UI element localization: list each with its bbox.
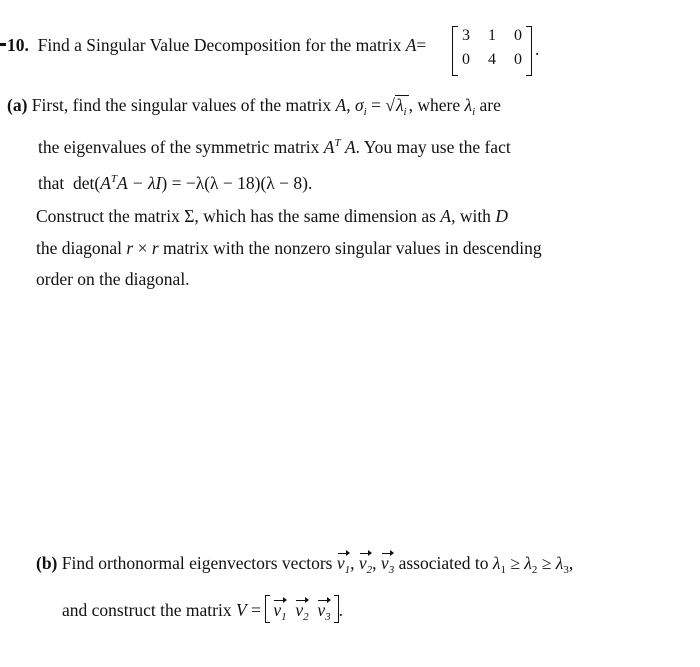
matrix-period: . [535,39,540,59]
matrix-v-left-bracket [265,595,270,623]
margin-mark [0,43,6,46]
matrix-a [452,26,532,74]
part-a-line-5: the diagonal r × r matrix with the nonzero singular values in descending [36,238,542,258]
part-a-line-6: order on the diagonal. [36,269,190,289]
part-a-line-4: Construct the matrix Σ, which has the same dimension as A, with D [36,206,508,226]
matrix-row-2: 0 4 0 [462,51,522,68]
problem-header: 10. Find a Singular Value Decomposition for the matrix A= [7,35,427,55]
part-b-line-2: and construct the matrix $V = v_1$ $v_2$ $v_3$ . [62,595,343,628]
problem-number: 10. [7,35,29,55]
part-b-label: (b) [36,553,58,573]
matrix-v-col-2: $v_2$ [295,599,308,628]
problem-prompt: Find a Singular Value Decomposition for the matrix [37,35,402,55]
part-a-line-2: the eigenvalues of the symmetric matrix $A^T$ A. You may use the fact [38,137,511,157]
matrix-row-1: 3 1 0 [462,27,522,44]
vector-v2: $v_2$ [359,552,372,581]
part-a-line-3: that $\det(A^TA - \lambda I) = -\lambda(\lambda - 18)(\lambda - 8)$. [38,173,313,193]
matrix-v-col-3: $v_3$ [317,599,330,628]
matrix-name: A [405,35,417,55]
part-a-label: (a) [7,95,28,115]
vector-v1: $v_1$ [337,552,350,581]
part-a-line-1: (a) First, find the singular values of the matrix A, $\sigma_i = √\lambda_i$ , where $\lambda_i$ are [7,94,501,123]
part-b-line-1: (b) Find orthonormal eigenvectors vectors $v_1$, $v_2$, $v_3$ associated to $\lambda_1 \ge \lambda_2 \ge \lambda_3$, [36,552,573,581]
matrix-v-col-1: $v_1$ [273,599,286,628]
vector-v3: $v_3$ [381,552,394,581]
